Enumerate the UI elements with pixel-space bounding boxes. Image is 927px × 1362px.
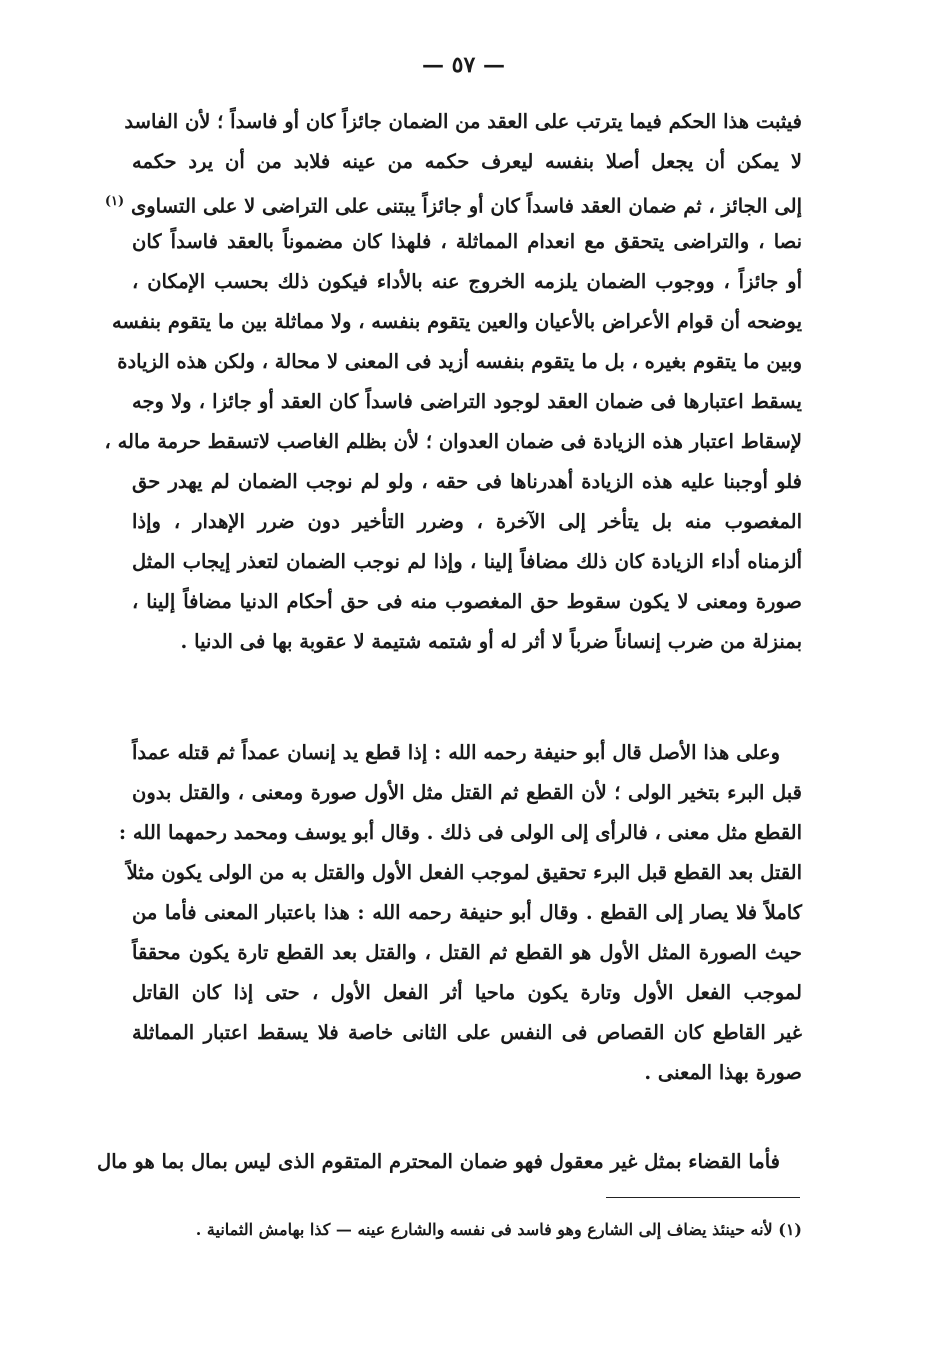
text-line: المغصوب منه بل يتأخر إلى الآخرة ، وضرر التأخير دون ضرر الإهدار ، وإذا xyxy=(132,510,802,533)
text-line: بمنزلة من ضرب إنساناً ضرباً لا أثر له أو شتمه شتيمة لا عقوبة بها فى الدنيا . xyxy=(180,630,802,653)
text-line: صورة ومعنى لا يكون سقوط حق المغصوب منه فى حق أحكام الدنيا مضافاً إلينا ، xyxy=(132,590,802,613)
text-line: نصا ، والتراضى يتحقق مع انعدام المماثلة ، فلهذا كان مضموناً بالعقد فاسداً كان xyxy=(132,230,802,253)
paragraph-3 xyxy=(97,1142,802,1182)
text-line: يسقط اعتبارها فى ضمان العقد لوجود التراضى فاسداً كان العقد أو جائزا ، ولا وجه xyxy=(132,390,802,413)
text-line-with-footnote xyxy=(104,182,802,222)
footnote: (١) لأنه حينئذ يضاف إلى الشارع وهو فاسد فى نفسه والشارع عينه — كذا بهامش الثمانية . xyxy=(195,1220,802,1239)
text-line: القطع مثل معنى ، فالرأى إلى الولى فى ذلك . وقال أبو يوسف ومحمد رحمهما الله : xyxy=(118,821,802,844)
text-line: أو جائزاً ، ووجوب الضمان يلزمه الخروج عنه بالأداء فيكون ذلك بحسب الإمكان ، xyxy=(132,270,802,293)
text-line: غير القاطع كان القصاص فى النفس على الثانى خاصة فلا يسقط اعتبار المماثلة xyxy=(132,1021,802,1044)
text-line: إلى الجائز ، ثم ضمان العقد فاسداً كان أو جائزاً يبتنى على التراضى لا على التساوى xyxy=(130,194,802,218)
text-line: لموجب الفعل الأول وتارة يكون ماحيا أثر الفعل الأول ، حتى إذا كان القاتل xyxy=(132,981,802,1004)
text-line: لإسقاط اعتبار هذه الزيادة فى ضمان العدوان ؛ لأن بظلم الغاصب لاتسقط حرمة ماله ، xyxy=(104,430,802,453)
page-number: — ٥٧ — xyxy=(422,52,505,78)
text-line: وعلى هذا الأصل قال أبو حنيفة رحمه الله : إذا قطع يد إنسان عمداً ثم قتله عمداً xyxy=(132,741,780,764)
text-line: فأما القضاء بمثل غير معقول فهو ضمان المحترم المتقوم الذى ليس بمال بما هو مال xyxy=(97,1150,780,1173)
text-line: يوضحه أن قوام الأعراض بالأعيان والعين يتقوم بنفسه ، ولا مماثلة بين ما يتقوم بنفسه xyxy=(112,310,802,333)
paragraph-1 xyxy=(104,102,802,662)
text-line: ألزمناه أداء الزيادة كان ذلك مضافاً إلينا ، وإذا لم نوجب الضمان لتعذر إيجاب المثل xyxy=(132,550,802,573)
footnote-marker: (١) xyxy=(104,194,125,209)
text-line: وبين ما يتقوم بغيره ، بل ما يتقوم بنفسه أزيد فى المعنى لا محالة ، ولكن هذه الزيادة xyxy=(117,350,802,373)
text-line: فلو أوجبنا عليه هذه الزيادة أهدرناها فى حقه ، ولو لم نوجب الضمان لم يهدر حق xyxy=(132,470,802,493)
paragraph-2 xyxy=(118,733,802,1093)
text-line: كاملاً فلا يصار إلى القطع . وقال أبو حنيفة رحمه الله : هذا باعتبار المعنى فأما من xyxy=(132,901,802,924)
text-line: لا يمكن أن يجعل أصلا بنفسه ليعرف حكمه من عينه فلابد من أن يرد حكمه xyxy=(132,150,802,173)
text-line: فيثبت هذا الحكم فيما يترتب على العقد من الضمان جائزاً كان أو فاسداً ؛ لأن الفاسد xyxy=(124,110,802,133)
footnote-divider xyxy=(606,1197,800,1198)
text-line: حيث الصورة المثل الأول هو القطع ثم القتل ، والقتل بعد القطع تارة يكون محققاً xyxy=(132,941,802,964)
text-line: قبل البرء بتخير الولى ؛ لأن القطع ثم القتل مثل الأول صورة ومعنى ، والقتل بدون xyxy=(132,781,802,804)
text-line: صورة بهذا المعنى . xyxy=(644,1061,802,1084)
text-line: القتل بعد القطع قبل البرء تحقيق لموجب الفعل الأول والقتل به من الولى يكون مثلاً xyxy=(126,861,802,884)
